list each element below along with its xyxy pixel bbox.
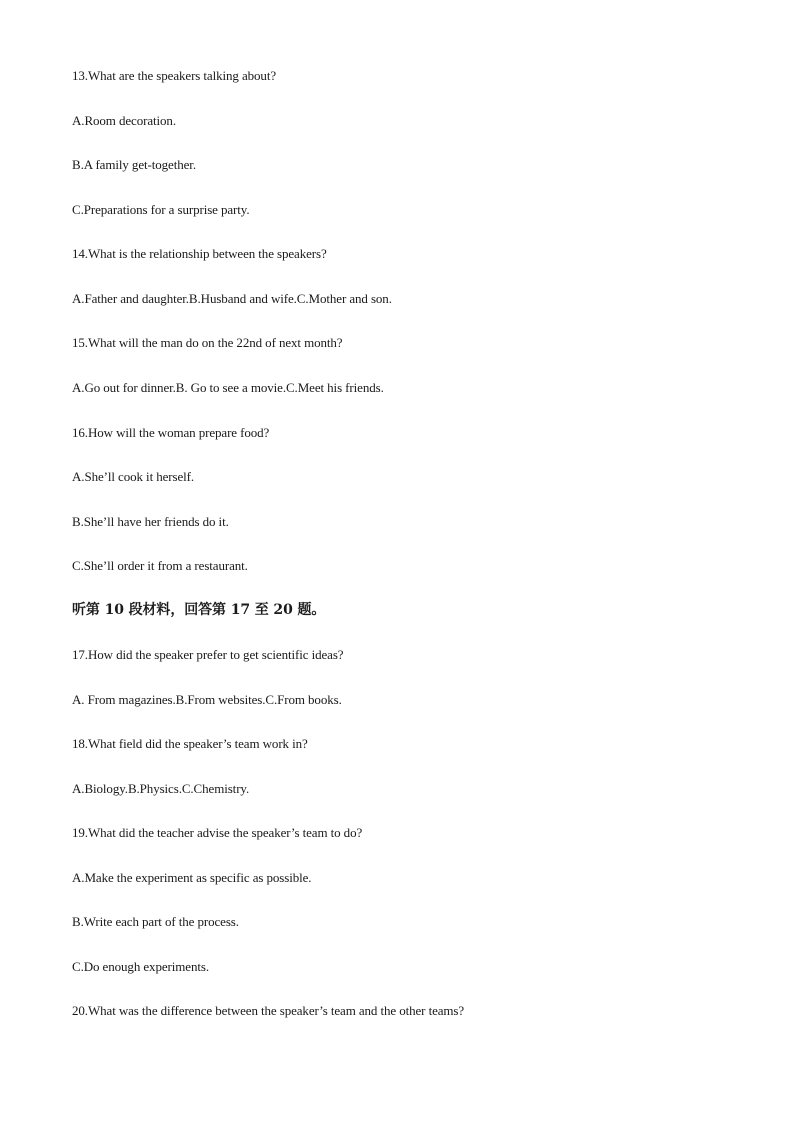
question-20: 20.What was the difference between the speaker’s team and the other teams?	[72, 1003, 465, 1018]
q19-option-a: A.Make the experiment as specific as possible.	[72, 870, 312, 885]
q16-option-a: A.She’ll cook it herself.	[72, 469, 195, 484]
q16-option-c: C.She’ll order it from a restaurant.	[72, 558, 248, 573]
q14-options: A.Father and daughter.B.Husband and wife.C.Mother and son.	[72, 291, 392, 306]
q13-option-a: A.Room decoration.	[72, 113, 176, 128]
q17-options: A. From magazines.B.From websites.C.From books.	[72, 692, 342, 707]
question-17: 17.How did the speaker prefer to get scientific ideas?	[72, 647, 344, 662]
q13-option-c: C.Preparations for a surprise party.	[72, 202, 250, 217]
question-19: 19.What did the teacher advise the speaker’s team to do?	[72, 825, 363, 840]
question-15: 15.What will the man do on the 22nd of next month?	[72, 335, 343, 350]
question-13: 13.What are the speakers talking about?	[72, 68, 277, 83]
question-16: 16.How will the woman prepare food?	[72, 425, 270, 440]
q13-option-b: B.A family get-together.	[72, 157, 196, 172]
question-18: 18.What field did the speaker’s team work in?	[72, 736, 308, 751]
q15-options: A.Go out for dinner.B. Go to see a movie.C.Meet his friends.	[72, 380, 384, 395]
q19-option-b: B.Write each part of the process.	[72, 914, 239, 929]
question-14: 14.What is the relationship between the speakers?	[72, 246, 327, 261]
q16-option-b: B.She’ll have her friends do it.	[72, 514, 229, 529]
q19-option-c: C.Do enough experiments.	[72, 959, 209, 974]
section-heading-passage-10: 听第 10 段材料，回答第 17 至 20 题。	[72, 602, 326, 618]
q18-options: A.Biology.B.Physics.C.Chemistry.	[72, 781, 250, 796]
